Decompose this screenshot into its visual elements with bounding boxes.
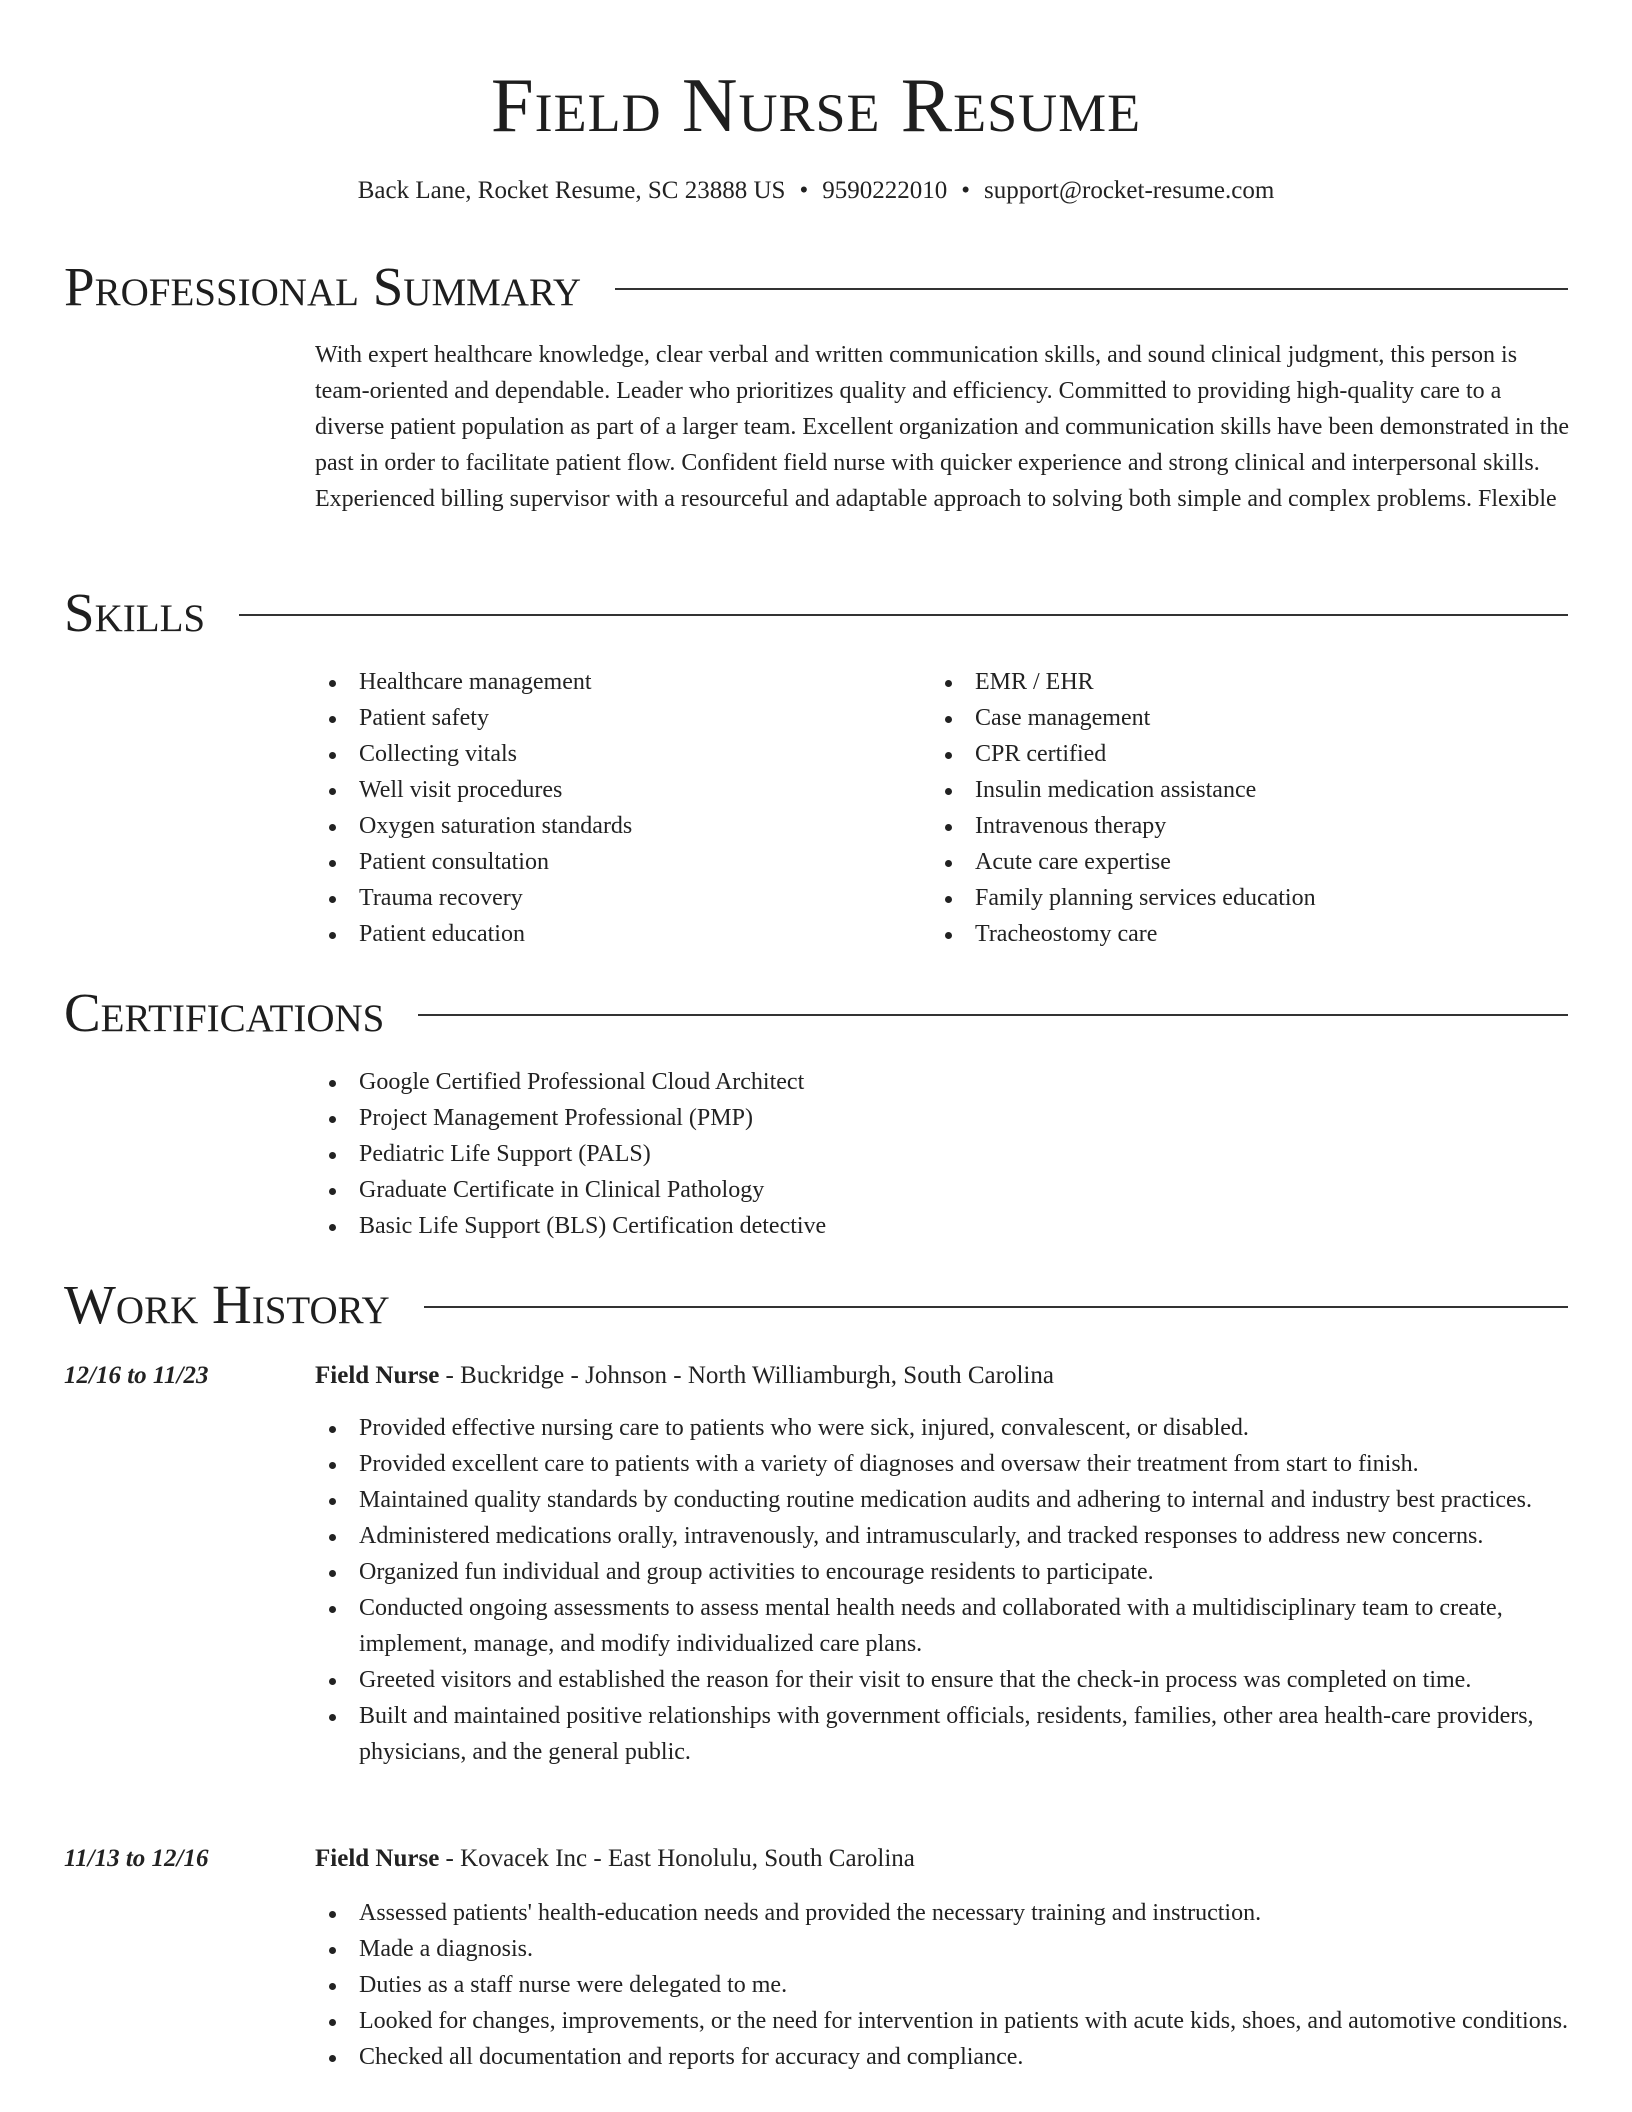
certifications-list: [315, 1064, 1570, 1244]
job-duties-list: [315, 1410, 1570, 1770]
job-duty-item: Provided effective nursing care to patients who were sick, injured, convalescent, or disabled.: [315, 1410, 1570, 1446]
contact-phone: 9590222010: [822, 177, 948, 204]
certification-item: Graduate Certificate in Clinical Pathology: [315, 1172, 1570, 1208]
contact-address: Back Lane, Rocket Resume, SC 23888 US: [357, 177, 786, 204]
resume-title: Field Nurse Resume: [490, 62, 1142, 148]
job-duty-item: Provided excellent care to patients with a variety of diagnoses and oversaw their treatment from start to finish.: [315, 1446, 1570, 1482]
skill-item: Patient consultation: [315, 844, 915, 880]
skill-item: EMR / EHR: [931, 664, 1571, 700]
skill-item: Family planning services education: [931, 880, 1571, 916]
skill-item: Tracheostomy care: [931, 916, 1571, 952]
skill-item: Well visit procedures: [315, 772, 915, 808]
job-employer: - Buckridge - Johnson - North Williamburgh, South Carolina: [439, 1362, 1054, 1389]
job-duty-item: Made a diagnosis.: [315, 1931, 1570, 1967]
job-duty-item: Maintained quality standards by conducting routine medication audits and adhering to internal and industry best practices.: [315, 1482, 1570, 1518]
job-role: Field Nurse: [315, 1845, 440, 1872]
skill-item: Insulin medication assistance: [931, 772, 1571, 808]
job-role: Field Nurse: [315, 1362, 440, 1389]
skill-item: Oxygen saturation standards: [315, 808, 915, 844]
skill-item: Patient education: [315, 916, 915, 952]
job-duties-list: [315, 1895, 1570, 2075]
skills-list-right: [931, 664, 1571, 952]
skill-item: Patient safety: [315, 700, 915, 736]
certification-item: Project Management Professional (PMP): [315, 1100, 1570, 1136]
section-divider: [418, 1014, 1568, 1016]
certification-item: Pediatric Life Support (PALS): [315, 1136, 1570, 1172]
job-title: [315, 1841, 915, 1877]
job-dates: 12/16 to 11/23: [64, 1362, 209, 1389]
section-divider: [239, 614, 1568, 616]
skill-item: Acute care expertise: [931, 844, 1571, 880]
job-duty-item: Administered medications orally, intravenously, and intramuscularly, and tracked responses to address new concerns.: [315, 1518, 1570, 1554]
work-history-heading: [64, 1270, 1568, 1340]
job-duty-item: Checked all documentation and reports for accuracy and compliance.: [315, 2039, 1570, 2075]
job-duty-item: Organized fun individual and group activities to encourage residents to participate.: [315, 1554, 1570, 1590]
job-duty-item: Duties as a staff nurse were delegated to me.: [315, 1967, 1570, 2003]
certification-item: Google Certified Professional Cloud Architect: [315, 1064, 1570, 1100]
section-title-work-history: Work History: [64, 1274, 390, 1335]
job-title: [315, 1358, 1054, 1394]
job-dates: 11/13 to 12/16: [64, 1845, 209, 1872]
skills-list-left: [315, 664, 915, 952]
skills-heading: [64, 578, 1568, 648]
job-duty-item: Assessed patients' health-education needs and provided the necessary training and instruction.: [315, 1895, 1570, 1931]
summary-text: With expert healthcare knowledge, clear verbal and written communication skills, and sound clinical judgment, this person is team-oriented and dependable. Leader who prioritizes quality and efficiency. Committed to providing high-quality care to a diverse patient population as part of a larger team. Excellent organization and communication skills have been demonstrated in the past in order to facilitate patient flow. Confident field nurse with quicker experience and strong clinical and interpersonal skills. Experienced billing supervisor with a resourceful and adaptable approach to solving both simple and complex problems. Flexible: [315, 342, 1570, 512]
contact-line: [0, 173, 1632, 209]
skill-item: Collecting vitals: [315, 736, 915, 772]
section-divider: [615, 288, 1568, 290]
job-duty-item: Built and maintained positive relationships with government officials, residents, families, other area health-care providers, physicians, and the general public.: [315, 1698, 1570, 1770]
skill-item: CPR certified: [931, 736, 1571, 772]
contact-email[interactable]: support@rocket-resume.com: [983, 177, 1275, 204]
job-employer: - Kovacek Inc - East Honolulu, South Carolina: [439, 1845, 915, 1872]
contact-separator: •: [961, 177, 970, 204]
job-duty-item: Greeted visitors and established the reason for their visit to ensure that the check-in process was completed on time.: [315, 1662, 1570, 1698]
section-divider: [424, 1306, 1568, 1308]
section-title-skills: Skills: [64, 582, 206, 643]
section-title-summary: Professional Summary: [64, 256, 582, 317]
skill-item: Case management: [931, 700, 1571, 736]
summary-heading: [64, 252, 1568, 322]
job-duty-item: Conducted ongoing assessments to assess mental health needs and collaborated with a multidisciplinary team to create, implement, manage, and modify individualized care plans.: [315, 1590, 1570, 1662]
certification-item: Basic Life Support (BLS) Certification detective: [315, 1208, 1570, 1244]
job-duty-item: Looked for changes, improvements, or the need for intervention in patients with acute kids, shoes, and automotive conditions.: [315, 2003, 1570, 2039]
section-title-certifications: Certifications: [64, 982, 385, 1043]
skill-item: Intravenous therapy: [931, 808, 1571, 844]
contact-separator: •: [799, 177, 809, 204]
skill-item: Trauma recovery: [315, 880, 915, 916]
skill-item: Healthcare management: [315, 664, 915, 700]
certifications-heading: [64, 978, 1568, 1048]
